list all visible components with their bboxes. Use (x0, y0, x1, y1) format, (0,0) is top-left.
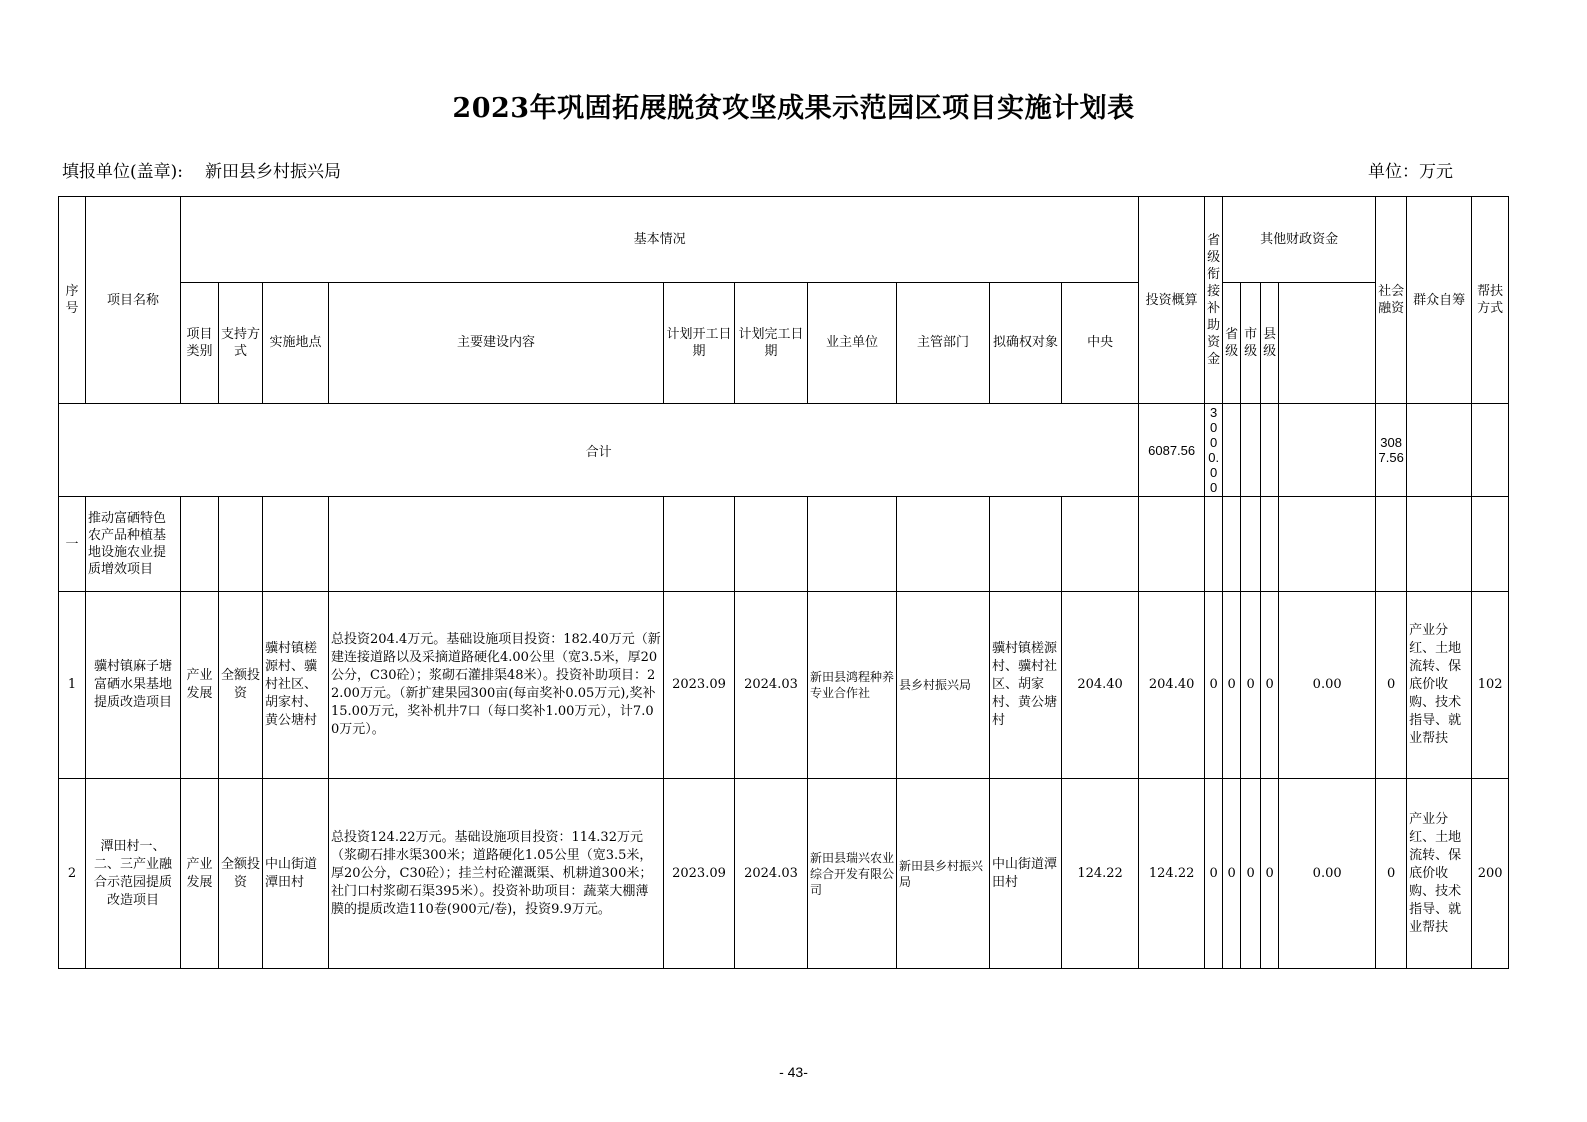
header-name: 项目名称 (86, 197, 181, 404)
header-row-1 (59, 197, 1509, 283)
total-invest: 6087.56 (1139, 404, 1205, 497)
section-row (59, 497, 1509, 592)
unit-label: 单位：万元 (1368, 162, 1453, 182)
row-owner: 新田县鸿程种养专业合作社 (808, 592, 897, 779)
row-location: 骥村镇槎源村、骥村社区、胡家村、黄公塘村 (263, 592, 329, 779)
row-social: 0.00 (1279, 779, 1376, 969)
row-help: 产业分红、土地流转、保底价收购、技术指导、就业帮扶 (1407, 592, 1472, 779)
section-name: 推动富硒特色农产品种植基地设施农业提质增效项目 (86, 497, 181, 592)
row-start: 2023.09 (664, 592, 735, 779)
header-seq: 序号 (59, 197, 86, 404)
header-provincial: 省级衔接补助资金 (1205, 197, 1223, 404)
row-central: 0 (1205, 592, 1223, 779)
row-prov-level: 0 (1223, 592, 1241, 779)
row-content: 总投资204.4万元。基础设施项目投资：182.40万元（新建连接道路以及采摘道路硬化4.00公里（宽3.5米，厚20公分，C30砼）；浆砌石灌排渠48米）。投资补助项目：22.00万元。（新扩建果园300亩(每亩奖补0.05万元),奖补15.00万元，奖补机井7口（每口奖补1.00万元），计7.00万元）。 (329, 592, 664, 779)
header-content: 主要建设内容 (329, 282, 664, 403)
row-invest: 124.22 (1062, 779, 1139, 969)
row-support: 全额投资 (219, 779, 263, 969)
total-label: 合计 (59, 404, 1139, 497)
row-county-level: 0 (1261, 592, 1279, 779)
header-dept: 主管部门 (897, 282, 990, 403)
row-provincial: 124.22 (1139, 779, 1205, 969)
row-support: 全额投资 (219, 592, 263, 779)
row-type: 产业发展 (181, 592, 219, 779)
total-county-level (1279, 404, 1376, 497)
row-county-level: 0 (1261, 779, 1279, 969)
header-county-level: 县级 (1261, 282, 1279, 403)
row-dept: 新田县乡村振兴局 (897, 779, 990, 969)
total-mass (1407, 404, 1472, 497)
filler-info (62, 157, 341, 182)
header-social: 社会融资 (1376, 197, 1407, 404)
header-location: 实施地点 (263, 282, 329, 403)
header-start: 计划开工日期 (664, 282, 735, 403)
header-central: 中央 (1062, 282, 1139, 403)
header-basic: 基本情况 (181, 197, 1139, 283)
header-invest: 投资概算 (1139, 197, 1205, 404)
total-city-level (1261, 404, 1279, 497)
row-dept: 县乡村振兴局 (897, 592, 990, 779)
section-seq: 一 (59, 497, 86, 592)
row-rights: 骥村镇槎源村、骥村社区、胡家村、黄公塘村 (990, 592, 1062, 779)
total-prov-level (1241, 404, 1261, 497)
row-drive: 200 (1472, 779, 1509, 969)
header-other-fiscal: 其他财政资金 (1223, 197, 1376, 283)
row-name: 潭田村一、二、三产业融合示范园提质改造项目 (86, 779, 181, 969)
row-help: 产业分红、土地流转、保底价收购、技术指导、就业帮扶 (1407, 779, 1472, 969)
row-social: 0.00 (1279, 592, 1376, 779)
plan-table (58, 196, 1509, 969)
header-row-2 (59, 282, 1509, 403)
row-end: 2024.03 (735, 592, 808, 779)
total-help (1472, 404, 1509, 497)
row-mass: 0 (1376, 592, 1407, 779)
total-provincial: 3000.00 (1205, 404, 1223, 497)
row-content: 总投资124.22万元。基础设施项目投资：114.32万元（浆砌石排水渠300米；道路硬化1.05公里（宽3.5米，厚20公分，C30砼）；挂兰村砼灌溉渠、机耕道300米；社门口村浆砌石渠395米）。投资补助项目：蔬菜大棚薄膜的提质改造110卷(900元/卷)，投资9.9万元。 (329, 779, 664, 969)
row-name: 骥村镇麻子塘富硒水果基地提质改造项目 (86, 592, 181, 779)
row-type: 产业发展 (181, 779, 219, 969)
row-invest: 204.40 (1062, 592, 1139, 779)
header-help: 帮扶方式 (1472, 197, 1509, 404)
table-row (59, 779, 1509, 969)
header-type: 项目类别 (181, 282, 219, 403)
row-central: 0 (1205, 779, 1223, 969)
row-seq: 1 (59, 592, 86, 779)
row-drive: 102 (1472, 592, 1509, 779)
total-row (59, 404, 1509, 497)
row-end: 2024.03 (735, 779, 808, 969)
total-central (1223, 404, 1241, 497)
row-owner: 新田县瑞兴农业综合开发有限公司 (808, 779, 897, 969)
row-rights: 中山街道潭田村 (990, 779, 1062, 969)
row-seq: 2 (59, 779, 86, 969)
row-city-level: 0 (1241, 592, 1261, 779)
header-end: 计划完工日期 (735, 282, 808, 403)
total-social: 3087.56 (1376, 404, 1407, 497)
header-city-level: 市级 (1241, 282, 1261, 403)
filler-label: 填报单位(盖章): (62, 162, 183, 182)
row-provincial: 204.40 (1139, 592, 1205, 779)
filler-org: 新田县乡村振兴局 (205, 162, 341, 182)
table-row (59, 592, 1509, 779)
header-mass: 群众自筹 (1407, 197, 1472, 404)
row-mass: 0 (1376, 779, 1407, 969)
document-title: 2023年巩固拓展脱贫攻坚成果示范园区项目实施计划表 (452, 93, 1135, 124)
page-number: - 43- (779, 1064, 808, 1080)
header-support: 支持方式 (219, 282, 263, 403)
header-prov-level: 省级 (1223, 282, 1241, 403)
header-owner: 业主单位 (808, 282, 897, 403)
row-city-level: 0 (1241, 779, 1261, 969)
header-rights: 拟确权对象 (990, 282, 1062, 403)
row-location: 中山街道潭田村 (263, 779, 329, 969)
row-start: 2023.09 (664, 779, 735, 969)
row-prov-level: 0 (1223, 779, 1241, 969)
